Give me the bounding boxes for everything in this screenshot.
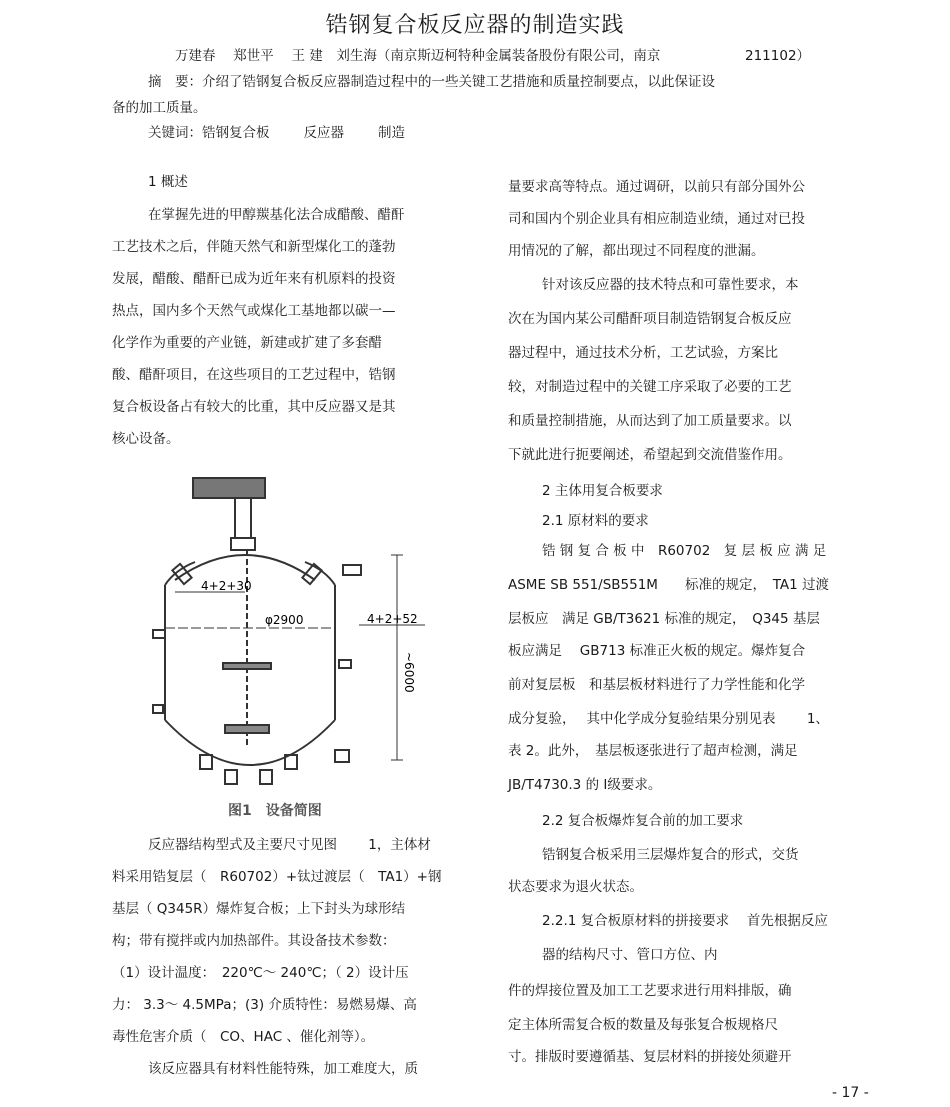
dim-side-thickness: 4+2+52 [367,612,418,626]
reactor-figure [135,470,445,800]
body-line: 2.2.1 复合板原材料的拼接要求 首先根据反应 [542,913,828,929]
body-line: 器过程中，通过技术分析，工艺试验，方案比 [508,345,778,361]
body-line: 层板应 满足 GB/T3621 标准的规定， Q345 基层 [508,611,820,627]
body-line: 力： 3.3～ 4.5MPa；(3) 介质特性：易燃易爆、高 [112,997,417,1013]
body-line: ASME SB 551/SB551M 标准的规定， TA1 过渡 [508,577,830,593]
keyword: 锆钢复合板 [202,125,270,141]
body-line: 在掌握先进的甲醇羰基化法合成醋酸、醋酐 [148,207,405,223]
impeller [223,663,271,669]
keywords-label: 关键词： [148,125,202,141]
body-line: 定主体所需复合板的数量及每张复合板规格尺 [508,1017,778,1033]
body-line: 器的结构尺寸、管口方位、内 [542,947,718,963]
authors: 万建春 郑世平 王 建 刘生海（南京斯迈柯特种金属装备股份有限公司，南京 [175,48,661,64]
body-line: 锆 钢 复 合 板 中 R60702 复 层 板 应 满 足 [542,543,827,559]
body-line: 核心设备。 [112,431,180,447]
body-line: 基层（ Q345R）爆炸复合板；上下封头为球形结 [112,901,406,917]
top-head [175,555,315,580]
dim-height: ~6000 [402,652,416,693]
body-line: 和质量控制措施，从而达到了加工质量要求。以 [508,413,792,429]
body-line: 料采用锆复层（ R60702）+钛过渡层（ TA1）+钢 [112,869,442,885]
body-line: 锆钢复合板采用三层爆炸复合的形式，交货 [542,847,799,863]
page-number: - 17 - [832,1085,869,1101]
keyword: 反应器 [303,125,344,141]
dim-top-thickness: 4+2+30 [201,579,252,593]
postal-code: 211102） [745,48,811,64]
body-line: 发展，醋酸、醋酐已成为近年来有机原料的投资 [112,271,396,287]
body-line: 寸。排版时要遵循基、复层材料的拼接处须避开 [508,1049,792,1065]
body-line: 成分复验， 其中化学成分复验结果分别见表 1、 [508,711,829,727]
figure-caption: 图1 设备简图 [228,803,322,819]
drive-shaft-housing [235,498,251,538]
body-line: 表 2。此外， 基层板逐张进行了超声检测，满足 [508,743,798,759]
body-line: 工艺技术之后，伴随天然气和新型煤化工的蓬勃 [112,239,396,255]
dim-diameter: φ2900 [265,613,304,627]
drive-motor [193,478,265,498]
body-line: 复合板设备占有较大的比重，其中反应器又是其 [112,399,396,415]
body-line: 司和国内个别企业具有相应制造业绩，通过对已投 [508,211,805,227]
paper-title: 锆钢复合板反应器的制造实践 [325,13,625,38]
abstract-line-2: 备的加工质量。 [112,100,207,116]
subsection-heading: 2.2 复合板爆炸复合前的加工要求 [542,813,744,829]
body-line: 化学作为重要的产业链，新建或扩建了多套醋 [112,335,382,351]
body-line: 板应满足 GB713 标准正火板的规定。爆炸复合 [508,643,806,659]
keyword: 制造 [378,125,405,141]
body-line: 酸、醋酐项目，在这些项目的工艺过程中，锆钢 [112,367,396,383]
body-line: 反应器结构型式及主要尺寸见图 1，主体材 [148,837,431,853]
body-line: 该反应器具有材料性能特殊，加工难度大，质 [148,1061,418,1077]
body-line: 状态要求为退火状态。 [508,879,643,895]
impeller [225,725,269,733]
body-line: 较，对制造过程中的关键工序采取了必要的工艺 [508,379,792,395]
section-heading: 1 概述 [148,174,188,190]
body-line: 构；带有搅拌或内加热部件。其设备技术参数： [112,933,396,949]
body-line: 毒性危害介质（ CO、HAC 、催化剂等）。 [112,1029,375,1045]
body-line: 热点，国内多个天然气或煤化工基地都以碳一— [112,303,396,319]
body-line: 量要求高等特点。通过调研，以前只有部分国外公 [508,179,805,195]
body-line: 针对该反应器的技术特点和可靠性要求，本 [542,277,799,293]
body-line: 件的焊接位置及加工工艺要求进行用料排版，确 [508,983,792,999]
subsection-heading: 2.1 原材料的要求 [542,513,649,529]
body-line: JB/T4730.3 的 Ⅰ级要求。 [508,777,662,793]
body-line: 下就此进行扼要阐述，希望起到交流借鉴作用。 [508,447,792,463]
author-line [175,44,811,64]
body-line: 用情况的了解，都出现过不同程度的泄漏。 [508,243,765,259]
abstract-line-1: 摘 要：介绍了锆钢复合板反应器制造过程中的一些关键工艺措施和质量控制要点，以此保证设 [148,74,715,90]
section-heading: 2 主体用复合板要求 [542,483,663,499]
body-line: 次在为国内某公司醋酐项目制造锆钢复合板反应 [508,311,792,327]
body-line: （1）设计温度： 220℃～ 240℃；（ 2）设计压 [112,965,409,981]
body-line: 前对复层板 和基层板材料进行了力学性能和化学 [508,677,805,693]
keywords [148,121,439,141]
